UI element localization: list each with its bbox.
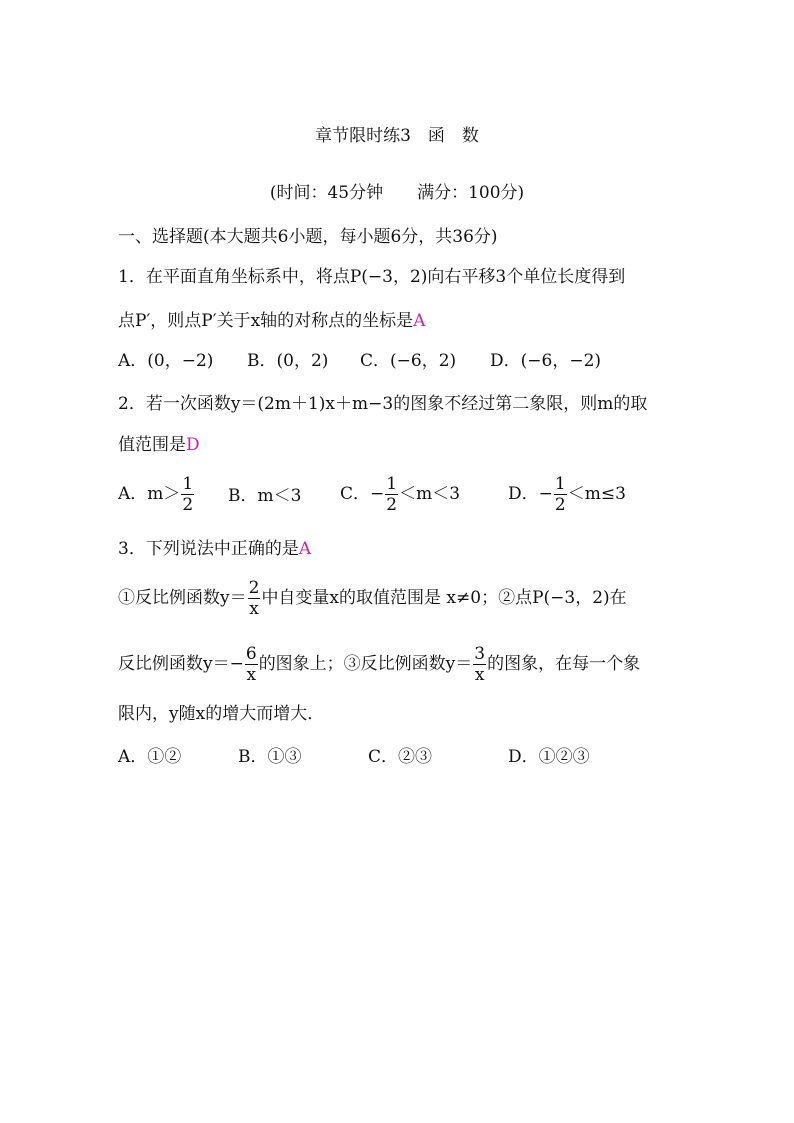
q2-option-c-post: ＜m＜3: [399, 484, 461, 504]
q3-option-b: B．①③: [238, 747, 302, 767]
q2-option-d: [508, 474, 626, 515]
q2-stem: 值范围是: [118, 435, 186, 455]
q2-option-b: B．m＜3: [228, 486, 302, 506]
q1-option-c: C．(−6，2): [360, 351, 457, 371]
fraction-one-half: $\frac{1}{2}$: [554, 474, 566, 515]
q3-option-c: C．②③: [368, 747, 433, 767]
q1-line1: 1．在平面直角坐标系中，将点P(−3，2)向右平移3个单位长度得到: [118, 267, 626, 287]
page-title: 章节限时练3 函 数: [315, 126, 479, 146]
q3-line1: [118, 537, 311, 561]
fraction-2-over-x: $\frac{2}{x}$: [248, 578, 260, 619]
q1-option-a: A．(0，−2): [118, 351, 214, 371]
q2-line1: 2．若一次函数y＝(2m＋1)x＋m−3的图象不经过第二象限，则m的取: [118, 394, 648, 414]
q1-option-b: B．(0，2): [247, 351, 329, 371]
q1-answer: A: [413, 311, 426, 331]
q2-line2: [118, 433, 200, 457]
q3-s2-pre: 反比例函数y＝−: [118, 654, 244, 674]
fraction-3-over-x: $\frac{3}{x}$: [474, 644, 486, 685]
q3-answer: A: [298, 539, 312, 559]
q3-statement-line1: [118, 578, 627, 619]
q3-option-a: A．①②: [118, 747, 182, 767]
q2-option-c: [340, 474, 460, 515]
q2-option-c-pre: C．−: [340, 484, 385, 504]
q1-line2: [118, 309, 425, 333]
q3-s2-mid: 的图象上；③反比例函数y＝: [258, 654, 473, 674]
q1-option-d: D．(−6，−2): [490, 351, 602, 371]
q1-stem: 点P′，则点P′关于x轴的对称点的坐标是: [118, 311, 414, 331]
q2-option-a: [118, 474, 195, 515]
q2-option-d-pre: D．−: [508, 484, 553, 504]
q3-statement-line2: [118, 644, 640, 685]
fraction-one-half: $\frac{1}{2}$: [386, 474, 398, 515]
q3-option-d: D．①②③: [508, 747, 590, 767]
q2-answer: D: [186, 435, 200, 455]
q3-s2-post: 的图象，在每一个象: [487, 654, 641, 674]
section-heading: 一、选择题(本大题共6小题，每小题6分，共36分): [118, 227, 498, 247]
q2-option-d-post: ＜m≤3: [567, 484, 626, 504]
exam-meta: (时间：45分钟 满分：100分): [269, 183, 525, 203]
q3-stem: 3．下列说法中正确的是: [118, 539, 299, 559]
q3-s1-pre: ①反比例函数y＝: [118, 588, 247, 608]
fraction-one-half: $\frac{1}{2}$: [182, 474, 194, 515]
fraction-6-over-x: $\frac{6}{x}$: [245, 644, 257, 685]
q2-option-a-text: A．m＞: [118, 484, 181, 504]
q3-statement-line3: 限内，y随x的增大而增大．: [118, 704, 325, 724]
q3-s1-post: 中自变量x的取值范围是 x≠0；②点P(−3，2)在: [261, 588, 627, 608]
